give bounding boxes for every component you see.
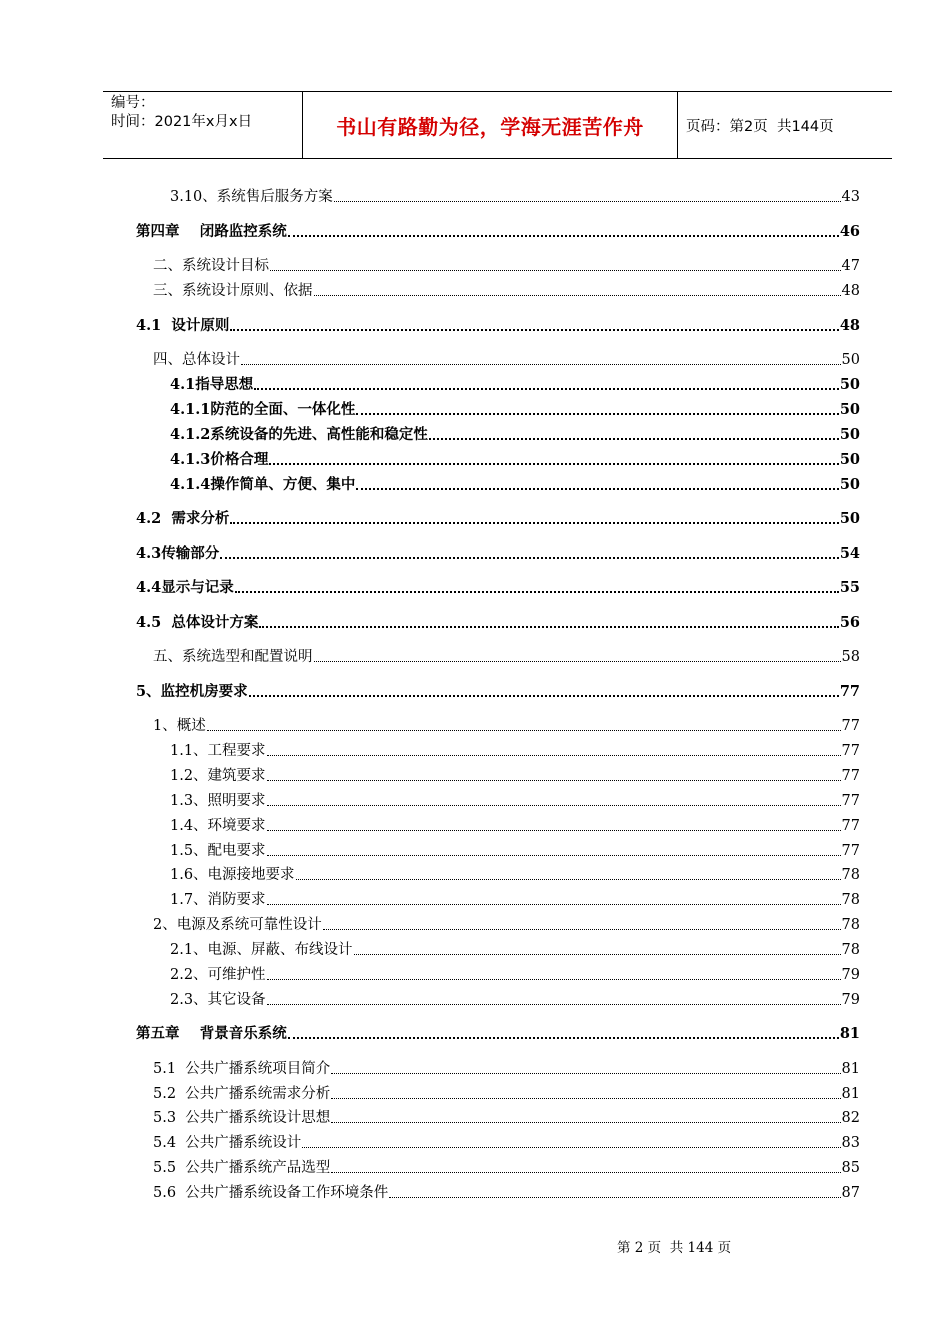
toc-entry-label: 1.5、配电要求 [170, 843, 266, 859]
toc-dot-leader [389, 1197, 840, 1198]
toc-entry-label: 4.1 设计原则 [136, 317, 230, 334]
toc-entry-page: 78 [841, 892, 860, 908]
toc-entry-label: 第五章 背景音乐系统 [136, 1025, 287, 1042]
toc-entry[interactable] [136, 575, 860, 597]
toc-entry[interactable] [136, 313, 860, 335]
toc-entry-page: 50 [839, 476, 860, 493]
toc-entry-page: 78 [841, 917, 860, 933]
toc-dot-leader [288, 235, 839, 237]
toc-entry[interactable] [136, 610, 860, 632]
toc-entry[interactable] [136, 937, 860, 959]
toc-entry[interactable] [136, 862, 860, 884]
toc-dot-leader [207, 730, 841, 731]
toc-entry[interactable] [136, 422, 860, 444]
toc-entry[interactable] [136, 912, 860, 934]
toc-entry[interactable] [136, 1155, 860, 1177]
toc-entry-page: 77 [839, 683, 860, 700]
toc-dot-leader [259, 626, 838, 628]
toc-entry-label: 4.5 总体设计方案 [136, 614, 259, 631]
toc-entry-page: 77 [841, 793, 860, 809]
toc-dot-leader [267, 755, 841, 756]
header-page-info-cell [678, 92, 892, 158]
toc-entry-page: 81 [839, 1025, 860, 1042]
toc-dot-leader [288, 1037, 839, 1039]
toc-entry[interactable] [136, 813, 860, 835]
toc-entry-page: 77 [841, 718, 860, 734]
toc-entry-page: 46 [839, 223, 860, 240]
toc-dot-leader [270, 270, 841, 271]
toc-entry[interactable] [136, 184, 860, 206]
toc-entry-page: 43 [841, 189, 860, 205]
toc-entry-page: 50 [839, 376, 860, 393]
toc-entry[interactable] [136, 763, 860, 785]
toc-entry-label: 4.1.2系统设备的先进、高性能和稳定性 [170, 426, 428, 443]
toc-entry-page: 77 [841, 743, 860, 759]
toc-entry-label: 1、概述 [153, 718, 206, 734]
toc-dot-leader [314, 661, 841, 662]
toc-entry[interactable] [136, 1105, 860, 1127]
toc-entry-page: 50 [839, 426, 860, 443]
toc-entry-label: 1.4、环境要求 [170, 818, 266, 834]
toc-entry-label: 4.1指导思想 [170, 376, 254, 393]
toc-entry-page: 79 [841, 992, 860, 1008]
toc-entry-page: 78 [841, 942, 860, 958]
page-header [103, 91, 892, 159]
toc-entry-page: 56 [839, 614, 860, 631]
toc-entry[interactable] [136, 788, 860, 810]
toc-entry-page: 48 [841, 283, 860, 299]
toc-entry[interactable] [136, 253, 860, 275]
toc-entry[interactable] [136, 838, 860, 860]
toc-entry-label: 1.6、电源接地要求 [170, 867, 295, 883]
toc-entry-page: 47 [841, 258, 860, 274]
toc-entry[interactable] [136, 506, 860, 528]
toc-entry-page: 79 [841, 967, 860, 983]
header-motto: 书山有路勤为径，学海无涯苦作舟 [303, 92, 678, 158]
toc-entry-label: 5.6 公共广播系统设备工作环境条件 [153, 1185, 389, 1201]
toc-dot-leader [314, 295, 841, 296]
toc-dot-leader [230, 522, 838, 524]
toc-dot-leader [267, 855, 841, 856]
toc-entry[interactable] [136, 679, 860, 701]
toc-dot-leader [230, 329, 838, 331]
toc-entry-label: 1.2、建筑要求 [170, 768, 266, 784]
toc-entry-page: 82 [841, 1110, 860, 1126]
toc-dot-leader [334, 201, 841, 202]
toc-entry-page: 81 [841, 1086, 860, 1102]
toc-dot-leader [249, 695, 839, 697]
toc-dot-leader [241, 364, 841, 365]
toc-entry[interactable] [136, 1081, 860, 1103]
toc-entry[interactable] [136, 219, 860, 241]
toc-dot-leader [331, 1122, 840, 1123]
toc-entry[interactable] [136, 887, 860, 909]
toc-entry-label: 4.4显示与记录 [136, 579, 234, 596]
toc-dot-leader [267, 1004, 841, 1005]
toc-entry[interactable] [136, 347, 860, 369]
toc-entry-label: 4.2 需求分析 [136, 510, 230, 527]
document-number-label: 编号： [111, 95, 155, 111]
toc-dot-leader [267, 979, 841, 980]
toc-entry-label: 5.1 公共广播系统项目简介 [153, 1061, 331, 1077]
toc-entry[interactable] [136, 397, 860, 419]
toc-dot-leader [269, 463, 838, 465]
toc-entry-label: 5.4 公共广播系统设计 [153, 1135, 302, 1151]
toc-entry-page: 81 [841, 1061, 860, 1077]
toc-dot-leader [429, 438, 839, 440]
footer-page-number: 第 2 页 共 144 页 [617, 1240, 732, 1256]
toc-entry-label: 2.2、可维护性 [170, 967, 266, 983]
toc-entry-page: 48 [839, 317, 860, 334]
toc-entry-label: 4.1.3价格合理 [170, 451, 269, 468]
toc-entry-label: 1.3、照明要求 [170, 793, 266, 809]
toc-entry-label: 三、系统设计原则、依据 [153, 283, 313, 299]
toc-dot-leader [356, 413, 838, 415]
toc-dot-leader [267, 780, 841, 781]
document-time-label: 时间：2021年x月x日 [111, 114, 253, 130]
header-meta-cell [103, 92, 303, 158]
toc-entry-label: 2.3、其它设备 [170, 992, 266, 1008]
toc-entry-page: 50 [839, 451, 860, 468]
toc-entry-label: 4.1.1防范的全面、一体化性 [170, 401, 356, 418]
toc-entry-label: 四、总体设计 [153, 352, 240, 368]
toc-dot-leader [267, 805, 841, 806]
toc-entry-page: 77 [841, 843, 860, 859]
toc-entry-page: 83 [841, 1135, 860, 1151]
toc-entry-page: 50 [839, 401, 860, 418]
toc-entry-label: 二、系统设计目标 [153, 258, 269, 274]
toc-entry[interactable] [136, 962, 860, 984]
toc-entry-label: 5.5 公共广播系统产品选型 [153, 1160, 331, 1176]
toc-entry[interactable] [136, 372, 860, 394]
toc-entry-label: 3.10、系统售后服务方案 [170, 189, 333, 205]
toc-entry-page: 50 [841, 352, 860, 368]
toc-entry-label: 4.3传输部分 [136, 545, 220, 562]
toc-entry-label: 5.2 公共广播系统需求分析 [153, 1086, 331, 1102]
toc-dot-leader [220, 557, 839, 559]
toc-entry[interactable] [136, 1130, 860, 1152]
toc-entry[interactable] [136, 541, 860, 563]
toc-dot-leader [354, 954, 841, 955]
toc-entry[interactable] [136, 738, 860, 760]
toc-entry-label: 五、系统选型和配置说明 [153, 649, 313, 665]
toc-dot-leader [331, 1073, 840, 1074]
toc-dot-leader [235, 591, 839, 593]
toc-entry-page: 54 [839, 545, 860, 562]
toc-dot-leader [267, 904, 841, 905]
toc-entry[interactable] [136, 987, 860, 1009]
toc-entry-label: 2、电源及系统可靠性设计 [153, 917, 322, 933]
toc-entry-page: 85 [841, 1160, 860, 1176]
toc-entry-label: 第四章 闭路监控系统 [136, 223, 287, 240]
toc-entry-page: 50 [839, 510, 860, 527]
toc-dot-leader [356, 488, 838, 490]
toc-entry-page: 87 [841, 1185, 860, 1201]
toc-entry[interactable] [136, 1056, 860, 1078]
toc-entry[interactable] [136, 1021, 860, 1043]
toc-dot-leader [254, 388, 839, 390]
toc-entry-label: 1.1、工程要求 [170, 743, 266, 759]
toc-entry[interactable] [136, 447, 860, 469]
header-page-info: 页码：第2页 共144页 [686, 118, 834, 135]
toc-entry[interactable] [136, 1180, 860, 1202]
toc-dot-leader [331, 1098, 840, 1099]
toc-dot-leader [267, 830, 841, 831]
toc-entry-page: 77 [841, 768, 860, 784]
toc-dot-leader [296, 879, 841, 880]
toc-dot-leader [331, 1172, 840, 1173]
toc-entry-label: 4.1.4操作简单、方便、集中 [170, 476, 356, 493]
toc-entry-page: 78 [841, 867, 860, 883]
toc-entry-page: 55 [839, 579, 860, 596]
toc-entry-label: 5.3 公共广播系统设计思想 [153, 1110, 331, 1126]
toc-entry[interactable] [136, 713, 860, 735]
toc-entry-page: 58 [841, 649, 860, 665]
toc-entry[interactable] [136, 644, 860, 666]
toc-dot-leader [302, 1147, 840, 1148]
toc-entry-label: 1.7、消防要求 [170, 892, 266, 908]
toc-entry-label: 2.1、电源、屏蔽、布线设计 [170, 942, 353, 958]
toc-dot-leader [323, 929, 841, 930]
toc-entry-page: 77 [841, 818, 860, 834]
toc-entry[interactable] [136, 472, 860, 494]
toc-entry[interactable] [136, 278, 860, 300]
toc-entry-label: 5、监控机房要求 [136, 683, 248, 700]
